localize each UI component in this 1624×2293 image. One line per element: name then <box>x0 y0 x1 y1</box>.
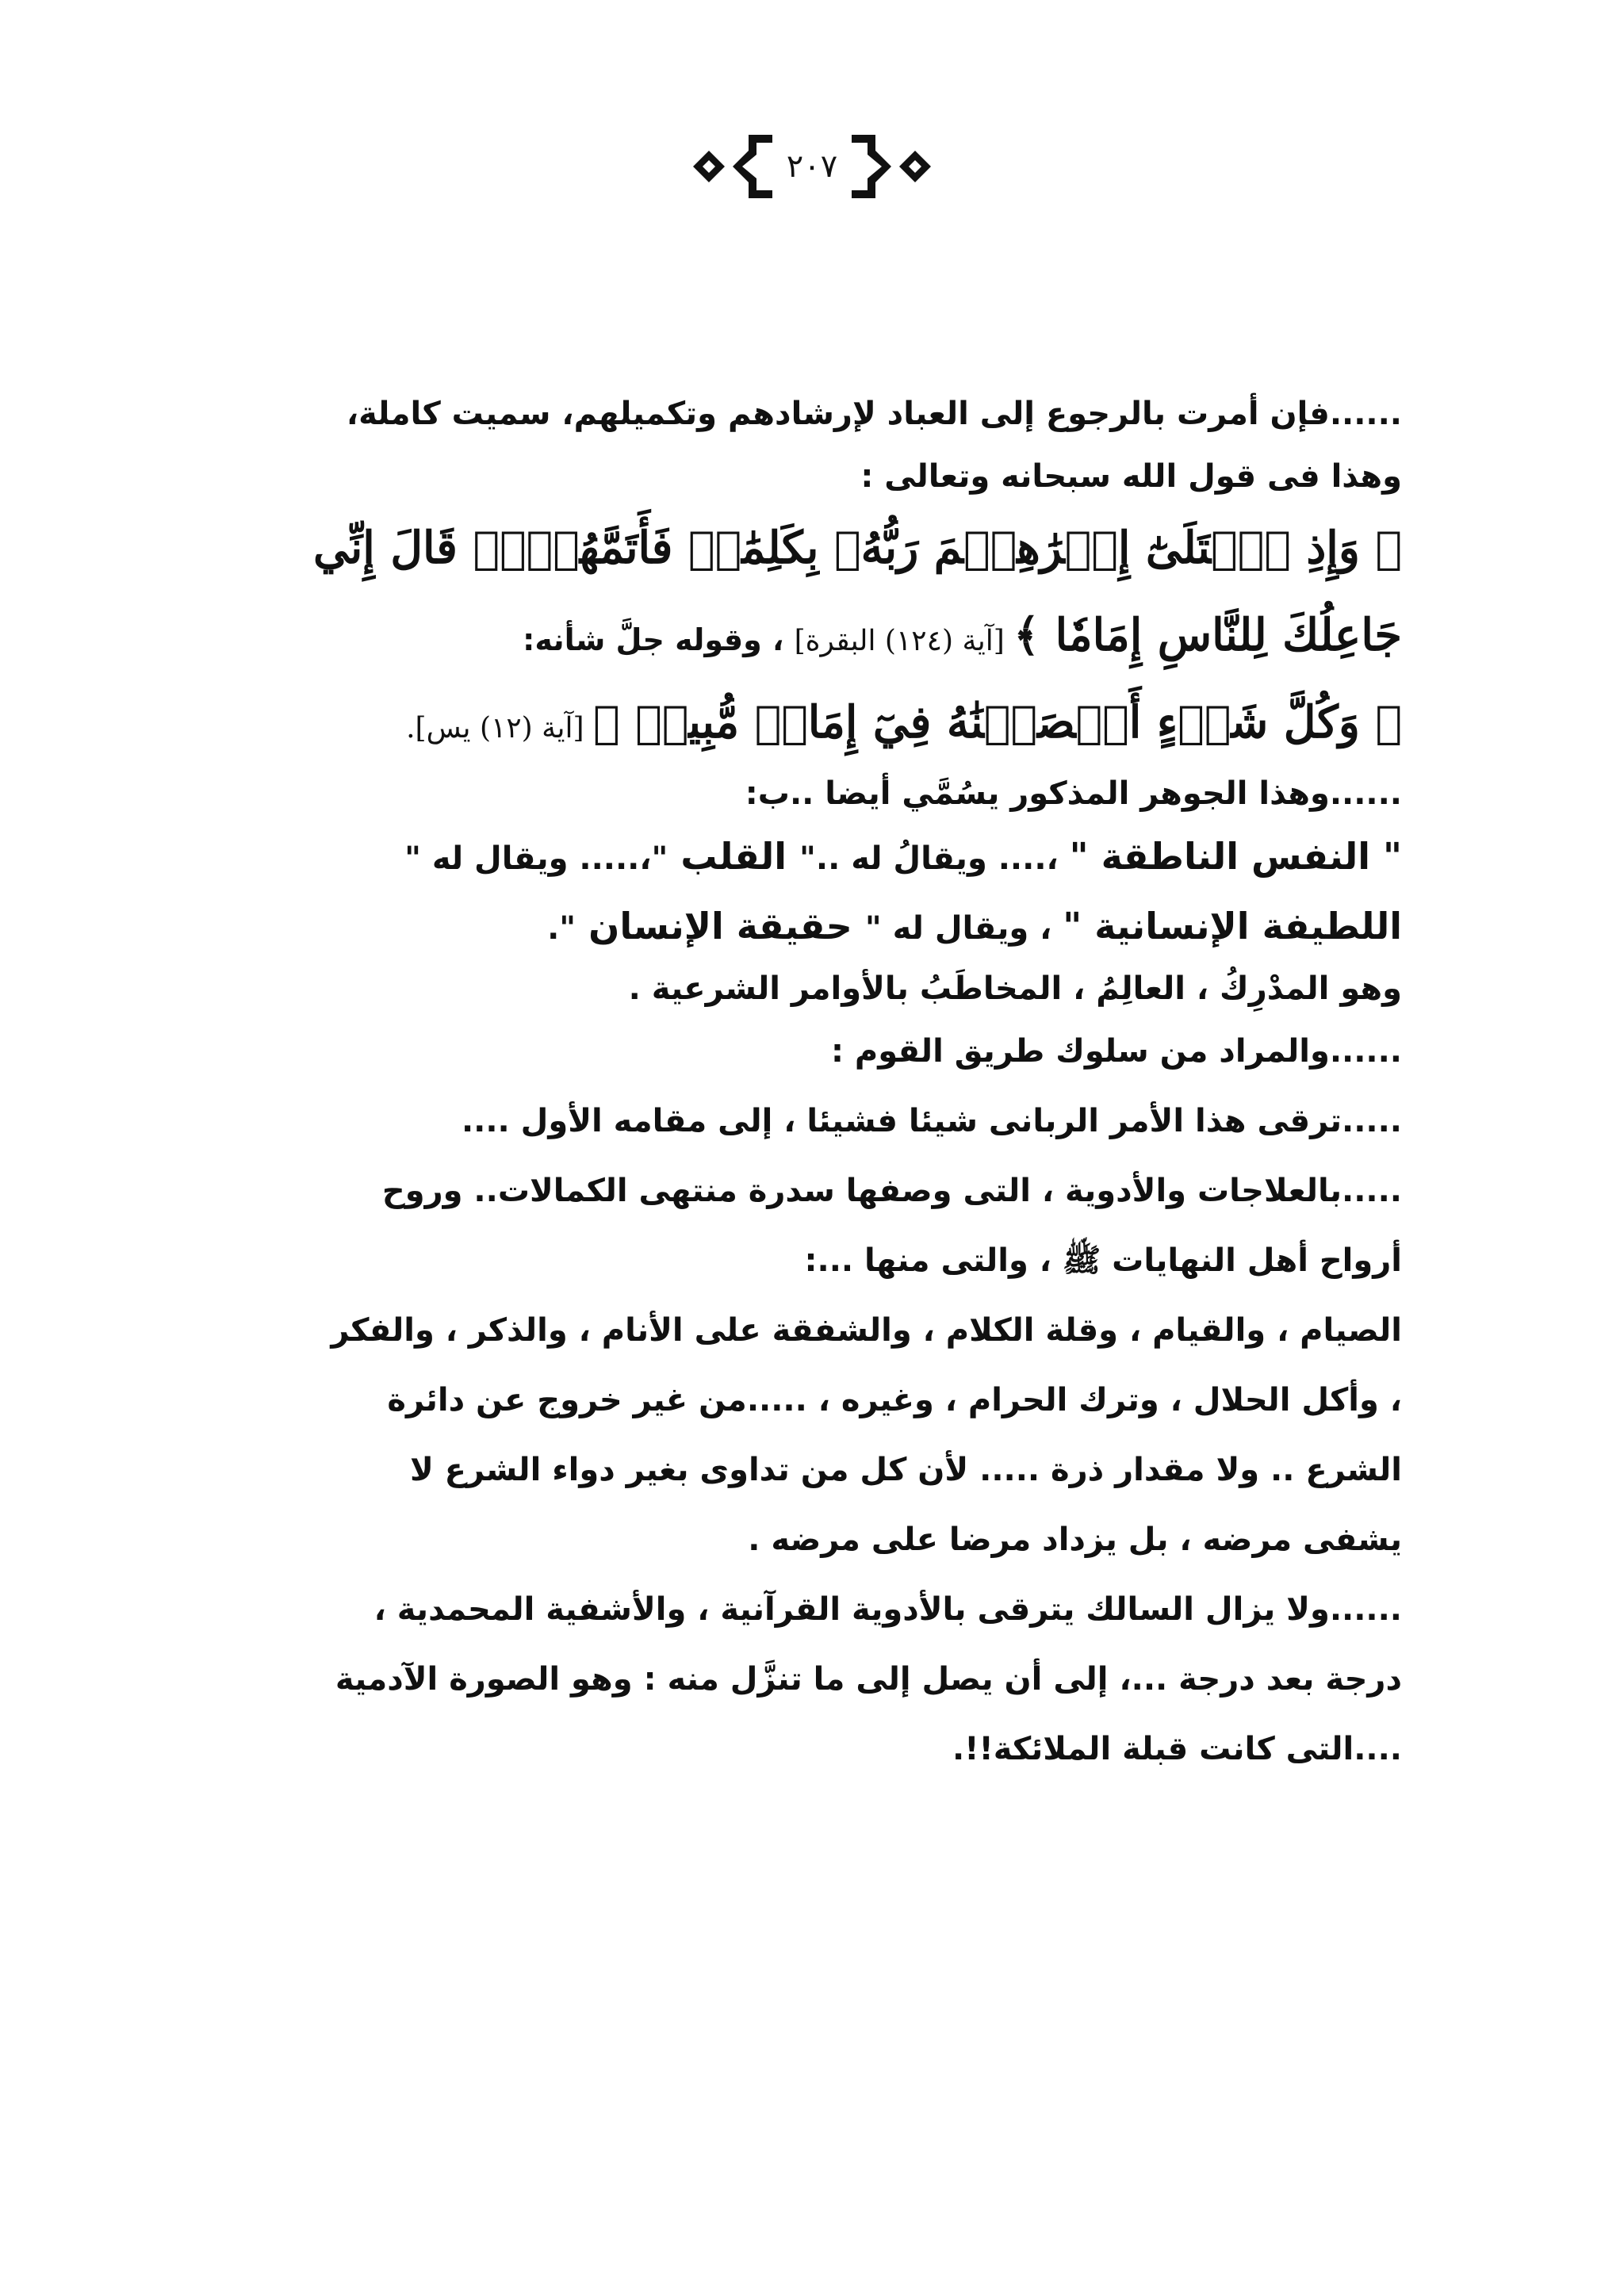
text-line: الصيام ، والقيام ، وقلة الكلام ، والشفقة على الأنام ، والذكر ، والفكر <box>331 1312 1402 1349</box>
text-line: ......فإن أمرت بالرجوع إلى العباد لإرشادهم وتكميلهم، سميت كاملة، <box>346 396 1402 432</box>
emphasis-term: القلب <box>668 835 800 878</box>
quran-verse: ﴿ وَكُلَّ شَيۡءٍ أَحۡصَيۡنَٰهُ فِيٓ إِمَامٖ مُّبِينٖ ﴾ <box>592 696 1402 748</box>
text-segment: ،.... ويقالُ له .." <box>799 840 1070 877</box>
text-body <box>227 379 1402 1784</box>
quran-verse: جَاعِلُكَ لِلنَّاسِ إِمَامٗا ﴾ <box>1013 609 1402 661</box>
text-line: ......وهذا الجوهر المذكور يسُمَّي أيضا ..ب: <box>745 775 1402 812</box>
verse-reference: [آية (١٢) يس]. <box>406 712 593 745</box>
text-line: ....التى كانت قبلة الملائكة!!. <box>952 1731 1402 1767</box>
emphasis-term: " النفس الناطقة " <box>1069 835 1402 878</box>
text-line: ......ولا يزال السالك يترقى بالأدوية القرآنية ، والأشفية المحمدية ، <box>373 1591 1402 1628</box>
emphasis-term: اللطيفة الإنسانية " <box>1063 905 1402 947</box>
text-line: الشرع .. ولا مقدار ذرة ..... لأن كل من تداوى بغير دواء الشرع لا <box>409 1452 1402 1488</box>
page-number: ٢٠٧ <box>786 148 838 185</box>
quran-verse-line: ﴿ وَإِذِ ٱبۡتَلَىٰٓ إِبۡرَٰهِـۧمَ رَبُّهُۥ بِكَلِمَٰتٖ فَأَتَمَّهُنَّۖ قَالَ إِنِّي <box>313 522 1402 574</box>
quran-verse-line <box>227 591 1402 679</box>
text-line: وهو المدْرِكُ ، العالِمُ ، المخاطَبُ بالأوامر الشرعية . <box>628 970 1402 1007</box>
text-line <box>227 821 1402 891</box>
text-line: يشفى مرضه ، بل يزداد مرضا على مرضه . <box>748 1522 1402 1558</box>
text-line: درجة بعد درجة ...، إلى أن يصل إلى ما تنزَّل منه : وهو الصورة الآدمية <box>335 1661 1402 1698</box>
text-segment: ". <box>547 910 576 947</box>
text-line: .....بالعلاجات والأدوية ، التى وصفها سدرة منتهى الكمالات.. وروح <box>381 1173 1402 1209</box>
text-line: ، وأكل الحلال ، وترك الحرام ، وغيره ، .....من غير خروج عن دائرة <box>387 1382 1402 1418</box>
text-segment: ، ويقال له " <box>864 910 1063 947</box>
emphasis-term: حقيقة الإنسان <box>576 905 865 947</box>
quran-verse-line <box>227 679 1402 766</box>
text-line: ......والمراد من سلوك طريق القوم : <box>830 1033 1402 1070</box>
text-line: أرواح أهل النهايات ﷺ ، والتى منها ...: <box>804 1242 1402 1279</box>
text-line: وهذا فى قول الله سبحانه وتعالى : <box>860 458 1402 495</box>
text-segment: "،..... ويقال له " <box>404 840 668 877</box>
text-line <box>227 891 1402 961</box>
verse-reference: [آية (١٢٤) البقرة] <box>794 625 1014 657</box>
page-header <box>0 119 1624 214</box>
text-line: .....ترقى هذا الأمر الربانى شيئا فشيئا ، إلى مقامه الأول .... <box>461 1103 1402 1139</box>
text-segment: ، وقوله جلَّ شأنه: <box>523 622 795 657</box>
